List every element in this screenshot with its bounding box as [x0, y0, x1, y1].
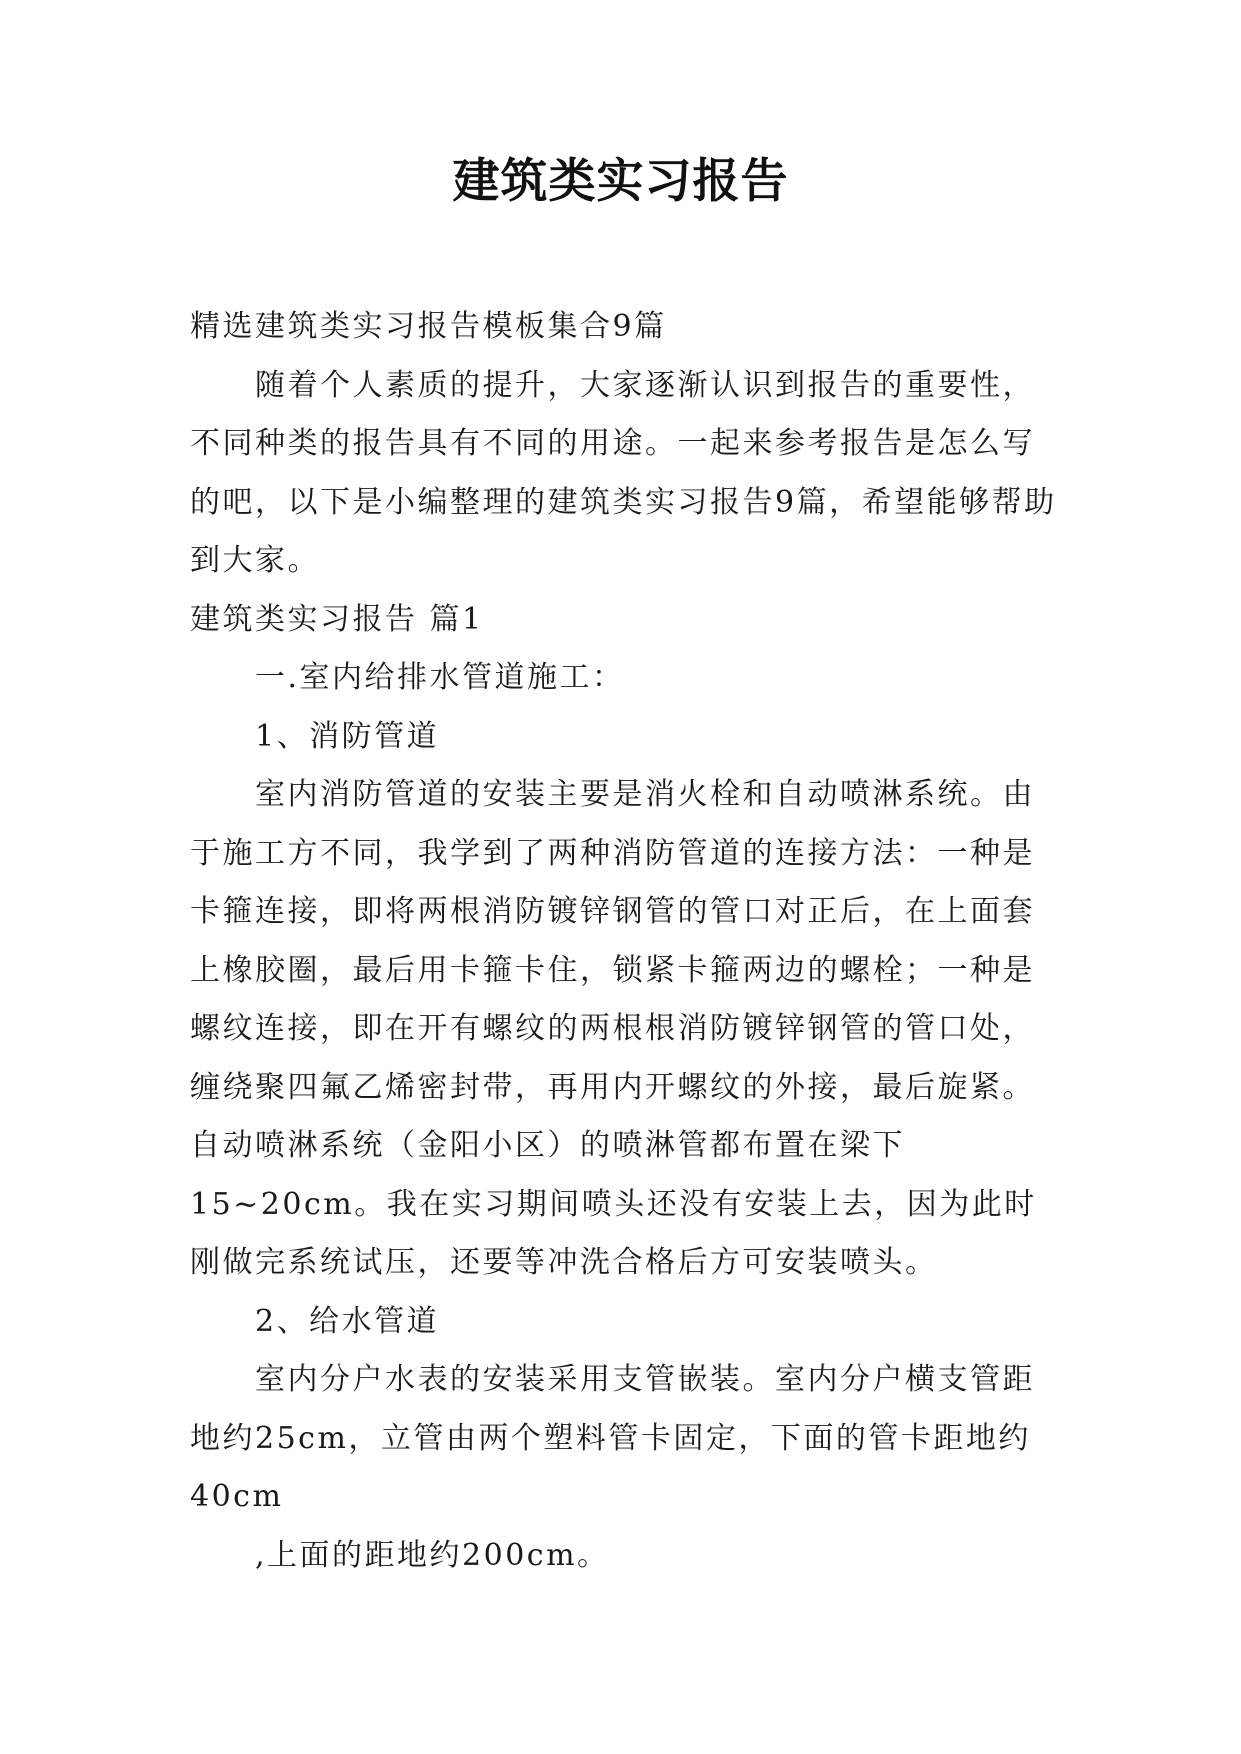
subsection-heading: 一.室内给排水管道施工： [255, 660, 625, 695]
water-pipe-continuation: ,上面的距地约200cm。 [255, 1537, 610, 1573]
item-heading-fire-pipe: 1、消防管道 [255, 718, 440, 754]
fire-pipe-paragraph: 室内消防管道的安装主要是消火栓和自动喷淋系统。由于施工方不同，我学到了两种消防管道的连接方法：一种是卡箍连接，即将两根消防镀锌钢管的管口对正后，在上面套上橡胶圈，最后用卡箍卡住，锁紧卡箍两边的螺栓；一种是螺纹连接，即在开有螺纹的两根根消防镀锌钢管的管口处，缠绕聚四氟乙烯密封带，再用内开螺纹的外接，最后旋紧。自动喷淋系统（金阳小区）的喷淋管都布置在梁下15~20cm。我在实习期间喷头还没有安装上去，因为此时刚做完系统试压，还要等冲洗合格后方可安装喷头。 [190, 777, 1037, 1280]
item-heading-water-pipe: 2、给水管道 [255, 1303, 440, 1339]
water-pipe-paragraph: 室内分户水表的安装采用支管嵌装。室内分户横支管距地约25cm，立管由两个塑料管卡固定，下面的管卡距地约40cm [190, 1362, 1035, 1514]
subtitle-line: 精选建筑类实习报告模板集合9篇 [190, 309, 667, 344]
section-heading: 建筑类实习报告 篇1 [190, 601, 484, 637]
intro-paragraph: 随着个人素质的提升，大家逐渐认识到报告的重要性，不同种类的报告具有不同的用途。一起来参考报告是怎么写的吧，以下是小编整理的建筑类实习报告9篇，希望能够帮助到大家。 [190, 367, 1057, 578]
document-body [190, 298, 1065, 1585]
document-title: 建筑类实习报告 [452, 154, 789, 209]
